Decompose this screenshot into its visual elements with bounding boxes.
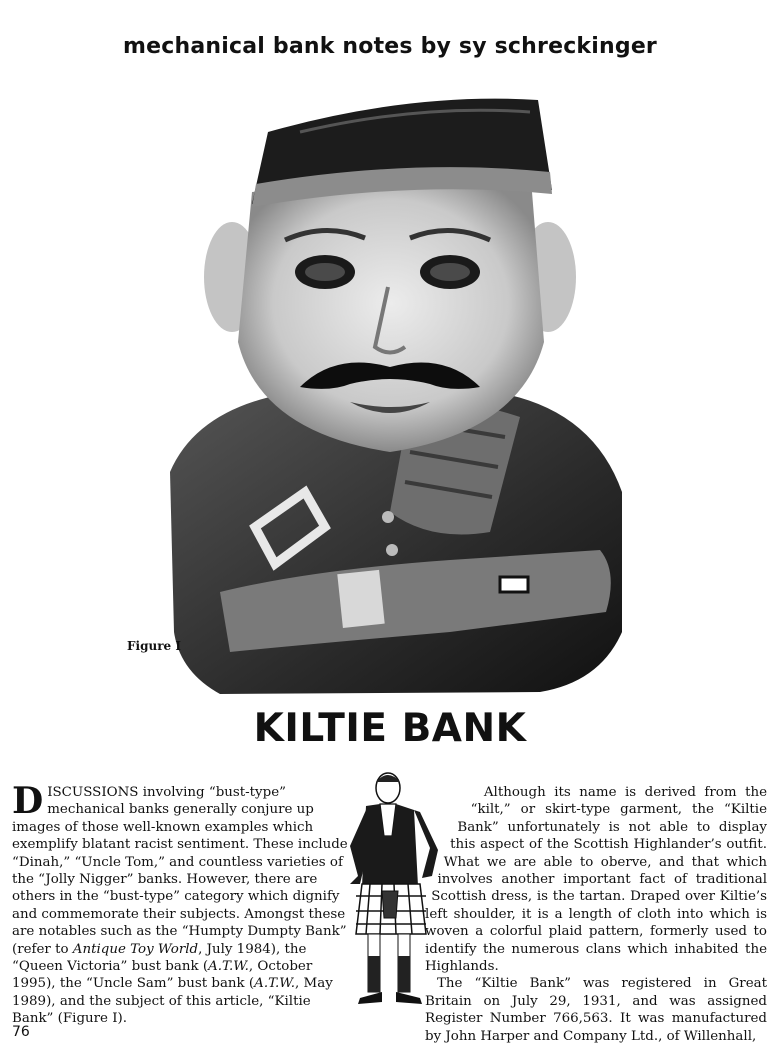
page-header: mechanical bank notes by sy schreckinger xyxy=(122,34,657,59)
left-column xyxy=(12,780,350,1028)
left-paragraph xyxy=(12,780,350,1028)
text-run: , July 1984), the “Queen Victoria” bust bank ( xyxy=(12,941,307,975)
right-paragraph-1: Although its name is derived from the “kilt,” or skirt-type garment, the “Kiltie Bank” unfortunately is not able to display this aspect of the Scottish Highlander’s outfit. What we are able to oberve, and that which involves another important fact of traditional Scottish dress, is the tartan. Draped over Kiltie’s left shoulder, it is a length of cloth into which is woven a colorful plaid pattern, formerly used to identify the numerous clans which inhabited the Highlands. xyxy=(425,785,767,975)
page-number: 76 xyxy=(12,1024,30,1040)
article-title: KILTIE BANK xyxy=(253,706,527,751)
publication-title: Antique Toy World xyxy=(72,941,199,957)
kiltie-bank-photo xyxy=(160,72,630,704)
text-run: , May 1989), and the subject of this article, “Kiltie Bank” (Figure I). xyxy=(12,976,333,1027)
right-column xyxy=(425,784,767,1045)
drop-cap: D xyxy=(12,780,44,822)
text-run: ISCUSSIONS involving “bust-type” mechanical banks generally conjure up images of those well-known examples which exemplify blatant racist sentiment. These include “Dinah,” “Uncle Tom,” and countless varieties of the “Jolly Nigger” banks. However, there are others in the “bust-type” category which dignify and commemorate their subjects. Amongst these are notables such as the “Humpty Dumpty Bank” (refer to xyxy=(12,785,348,957)
text-run: , October 1995), the “Uncle Sam” bust bank ( xyxy=(12,959,313,992)
right-paragraph-2: The “Kiltie Bank” was registered in Great Britain on July 29, 1931, and was assigned Register Number 766,563. It was manufactured by John Harper and Company Ltd., of Willenhall, xyxy=(425,976,767,1044)
figure-label: Figure I xyxy=(127,639,181,653)
publication-abbrev: A.T.W. xyxy=(254,976,295,992)
publication-abbrev: A.T.W. xyxy=(208,959,249,975)
